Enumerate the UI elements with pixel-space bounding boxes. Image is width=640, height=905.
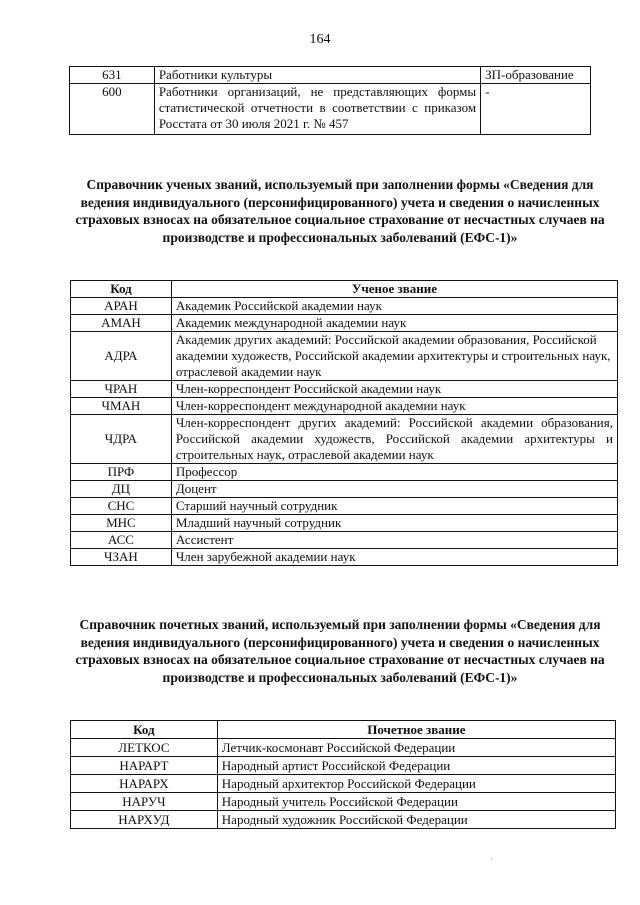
- row-name: Работники культуры: [154, 67, 480, 84]
- title-name: Член-корреспондент Российской академии наук: [171, 381, 617, 398]
- table-row: [71, 381, 618, 398]
- page-number: 164: [309, 32, 331, 47]
- title-code: ЛЕТКОС: [71, 739, 218, 757]
- title-code: НАРХУД: [71, 811, 218, 829]
- table-row: [71, 515, 618, 532]
- academic-titles-table: [70, 280, 618, 566]
- table-row: [71, 549, 618, 566]
- table-row: [70, 84, 591, 135]
- title-code: ЧМАН: [71, 398, 172, 415]
- scan-speck: ·: [490, 855, 493, 864]
- title-name: Доцент: [171, 481, 617, 498]
- table-row: [71, 532, 618, 549]
- table-row: [71, 332, 618, 381]
- table-row: [71, 315, 618, 332]
- table-row: [71, 757, 616, 775]
- honorary-titles-heading: Справочник почетных званий, используемый при заполнении формы «Сведения для ведения индивидуального (персонифицированного) учета и сведения о начисленных страховых взносах на обязательное социальное страхование от несчастных случаев на производстве и профессиональных заболеваний (ЕФС-1)»: [75, 617, 605, 685]
- title-code: АСС: [71, 532, 172, 549]
- table-row: [71, 739, 616, 757]
- title-name: Народный художник Российской Федерации: [217, 811, 615, 829]
- title-name: Ассистент: [171, 532, 617, 549]
- title-code: НАРАРХ: [71, 775, 218, 793]
- title-code: АРАН: [71, 298, 172, 315]
- table-row: [71, 464, 618, 481]
- table-row: [70, 67, 591, 84]
- row-code: 631: [70, 67, 155, 84]
- title-name: Академик Российской академии наук: [171, 298, 617, 315]
- table-row: [71, 298, 618, 315]
- title-name: Старший научный сотрудник: [171, 498, 617, 515]
- table-row: [71, 481, 618, 498]
- column-header-title: Ученое звание: [171, 281, 617, 298]
- title-code: СНС: [71, 498, 172, 515]
- row-name: Работники организаций, не представляющих формы статистической отчетности в соответствии с приказом Росстата от 30 июля 2021 г. № 457: [154, 84, 480, 135]
- title-code: ЧРАН: [71, 381, 172, 398]
- table-row: [71, 415, 618, 464]
- title-code: ДЦ: [71, 481, 172, 498]
- table-header-row: [71, 721, 616, 739]
- title-name: Народный учитель Российской Федерации: [217, 793, 615, 811]
- title-code: ЧДРА: [71, 415, 172, 464]
- table-row: [71, 811, 616, 829]
- row-type: ЗП-образование: [481, 67, 591, 84]
- honorary-titles-table: [70, 720, 616, 829]
- title-name: Академик международной академии наук: [171, 315, 617, 332]
- title-code: НАРАРТ: [71, 757, 218, 775]
- table-row: [71, 793, 616, 811]
- column-header-code: Код: [71, 281, 172, 298]
- title-name: Академик других академий: Российской академии образования, Российской академии художеств, Российской академии архитектуры и строительных наук, отраслевой академии наук: [171, 332, 617, 381]
- title-name: Член-корреспондент других академий: Российской академии образования, Российской академии художеств, Российской академии архитектуры и строительных наук, отраслевой академии наук: [171, 415, 617, 464]
- title-code: НАРУЧ: [71, 793, 218, 811]
- table-header-row: [71, 281, 618, 298]
- column-header-title: Почетное звание: [217, 721, 615, 739]
- title-name: Народный артист Российской Федерации: [217, 757, 615, 775]
- academic-titles-heading: Справочник ученых званий, используемый при заполнении формы «Сведения для ведения индивидуального (персонифицированного) учета и сведения о начисленных страховых взносах на обязательное социальное страхование от несчастных случаев на производстве и профессиональных заболеваний (ЕФС-1)»: [75, 177, 605, 245]
- title-name: Профессор: [171, 464, 617, 481]
- row-code: 600: [70, 84, 155, 135]
- title-code: МНС: [71, 515, 172, 532]
- title-name: Летчик-космонавт Российской Федерации: [217, 739, 615, 757]
- workers-table: [69, 66, 591, 135]
- column-header-code: Код: [71, 721, 218, 739]
- title-code: ПРФ: [71, 464, 172, 481]
- title-name: Народный архитектор Российской Федерации: [217, 775, 615, 793]
- title-name: Член-корреспондент международной академии наук: [171, 398, 617, 415]
- row-type: -: [481, 84, 591, 135]
- title-code: ЧЗАН: [71, 549, 172, 566]
- title-name: Младший научный сотрудник: [171, 515, 617, 532]
- title-code: АМАН: [71, 315, 172, 332]
- title-code: АДРА: [71, 332, 172, 381]
- table-row: [71, 398, 618, 415]
- table-row: [71, 775, 616, 793]
- title-name: Член зарубежной академии наук: [171, 549, 617, 566]
- table-row: [71, 498, 618, 515]
